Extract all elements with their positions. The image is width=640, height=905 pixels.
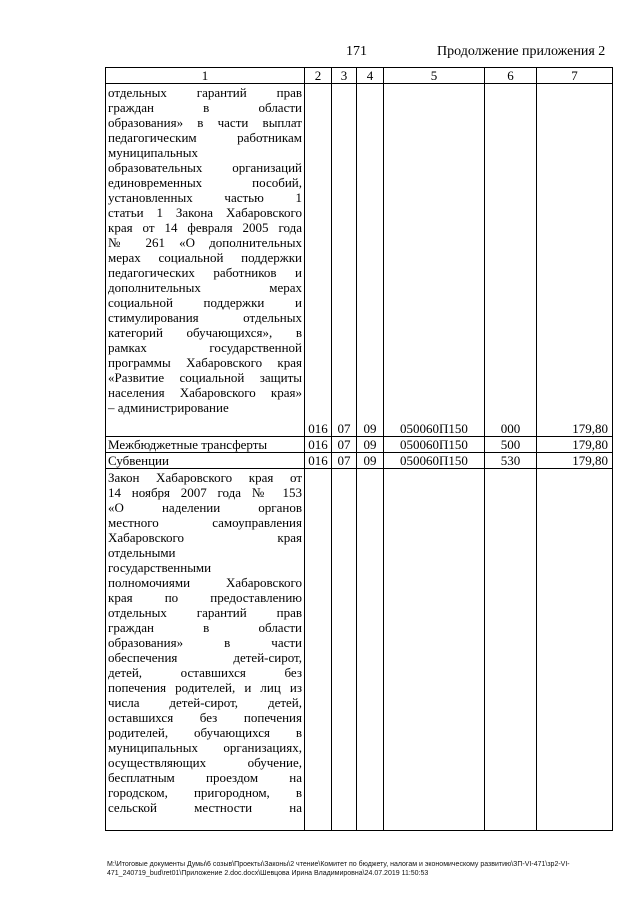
description-line: попечения родителей, и лиц из	[108, 680, 302, 695]
cell-section: 07	[332, 84, 357, 437]
cell-section: 07	[332, 437, 357, 453]
description-line: рамках государственной	[108, 340, 302, 355]
description-line: статьи 1 Закона Хабаровского	[108, 205, 302, 220]
row-description: Межбюджетные трансферты	[106, 437, 305, 453]
description-line: обеспечения детей-сирот,	[108, 650, 302, 665]
page-number: 171	[346, 44, 367, 59]
description-line: полномочиями Хабаровского	[108, 575, 302, 590]
description-line: категорий обучающихся», в	[108, 325, 302, 340]
cell-amount: 179,80	[537, 84, 613, 437]
column-header: 5	[384, 68, 485, 84]
cell-ministry: 016	[305, 84, 332, 437]
description-line: сельской местности на	[108, 800, 302, 815]
description-line: населения Хабаровского края»	[108, 385, 302, 400]
description-line: отдельных гарантий прав	[108, 605, 302, 620]
description-line: образования» в части выплат	[108, 115, 302, 130]
description-line: граждан в области	[108, 620, 302, 635]
cell-amount: 179,80	[537, 437, 613, 453]
continuation-label: Продолжение приложения 2	[437, 44, 606, 59]
cell-empty	[332, 469, 357, 831]
table-row	[106, 437, 613, 453]
cell-target-article: 050060П150	[384, 84, 485, 437]
description-line: образования» в части	[108, 635, 302, 650]
column-header: 2	[305, 68, 332, 84]
cell-expense-type: 500	[485, 437, 537, 453]
description-line: педагогических работников и	[108, 265, 302, 280]
column-header: 3	[332, 68, 357, 84]
cell-subsection: 09	[357, 453, 384, 469]
description-line: осуществляющих обучение,	[108, 755, 302, 770]
description-line: установленных частью 1	[108, 190, 302, 205]
cell-ministry: 016	[305, 437, 332, 453]
description-line: края по предоставлению	[108, 590, 302, 605]
cell-target-article: 050060П150	[384, 453, 485, 469]
description-line: государственными	[108, 560, 212, 575]
column-header: 6	[485, 68, 537, 84]
cell-subsection: 09	[357, 437, 384, 453]
document-footer-path	[107, 860, 612, 878]
description-line: городском, пригородном, в	[108, 785, 302, 800]
table-row	[106, 469, 613, 831]
cell-expense-type: 000	[485, 84, 537, 437]
description-line: социальной поддержки и	[108, 295, 302, 310]
description-line: муниципальных организациях,	[108, 740, 302, 755]
description-line: дополнительных мерах	[108, 280, 302, 295]
cell-empty	[305, 469, 332, 831]
description-line: Закон Хабаровского края от	[108, 470, 302, 485]
table-header-row	[106, 68, 613, 84]
cell-target-article: 050060П150	[384, 437, 485, 453]
description-line: бесплатным проездом на	[108, 770, 302, 785]
description-line: отдельными	[108, 545, 176, 560]
column-header: 1	[106, 68, 305, 84]
description-line: образовательных организаций	[108, 160, 302, 175]
row-description	[106, 469, 305, 831]
description-line: педагогическим работникам	[108, 130, 302, 145]
description-line: единовременных пособий,	[108, 175, 302, 190]
cell-expense-type: 530	[485, 453, 537, 469]
description-line: местного самоуправления	[108, 515, 302, 530]
description-line: мерах социальной поддержки	[108, 250, 302, 265]
description-line: оставшихся без попечения	[108, 710, 302, 725]
description-line: края от 14 февраля 2005 года	[108, 220, 302, 235]
cell-empty	[485, 469, 537, 831]
description-line: «Развитие социальной защиты	[108, 370, 302, 385]
table-row	[106, 84, 613, 437]
description-line: отдельных гарантий прав	[108, 85, 302, 100]
footer-line: М:\Итоговые документы Думы\6 созыв\Проекты\Законы\2 чтение\Комитет по бюджету, налогам и экономическому развитию\ЗП-VI-471\зр2-VI-	[107, 861, 570, 868]
description-line: стимулирования отдельных	[108, 310, 302, 325]
row-description: Субвенции	[106, 453, 305, 469]
description-line: муниципальных	[108, 145, 199, 160]
budget-table	[105, 67, 613, 831]
cell-amount: 179,80	[537, 453, 613, 469]
cell-empty	[357, 469, 384, 831]
table-row	[106, 453, 613, 469]
description-line: родителей, обучающихся в	[108, 725, 302, 740]
description-line: «О наделении органов	[108, 500, 302, 515]
description-line: Хабаровского края	[108, 530, 302, 545]
column-header: 4	[357, 68, 384, 84]
column-header: 7	[537, 68, 613, 84]
description-line: – администрирование	[108, 400, 229, 415]
description-line: 14 ноября 2007 года № 153	[108, 485, 302, 500]
row-description	[106, 84, 305, 437]
cell-ministry: 016	[305, 453, 332, 469]
description-line: числа детей-сирот, детей,	[108, 695, 302, 710]
cell-empty	[537, 469, 613, 831]
description-line: № 261 «О дополнительных	[108, 235, 302, 250]
cell-empty	[384, 469, 485, 831]
cell-section: 07	[332, 453, 357, 469]
description-line: граждан в области	[108, 100, 302, 115]
footer-line: 471_240719_bud\ret01\Приложение 2.doc.docx\Шевцова Ирина Владимировна\24.07.2019 11:50:53	[107, 870, 429, 877]
cell-subsection: 09	[357, 84, 384, 437]
description-line: детей, оставшихся без	[108, 665, 302, 680]
description-line: программы Хабаровского края	[108, 355, 302, 370]
